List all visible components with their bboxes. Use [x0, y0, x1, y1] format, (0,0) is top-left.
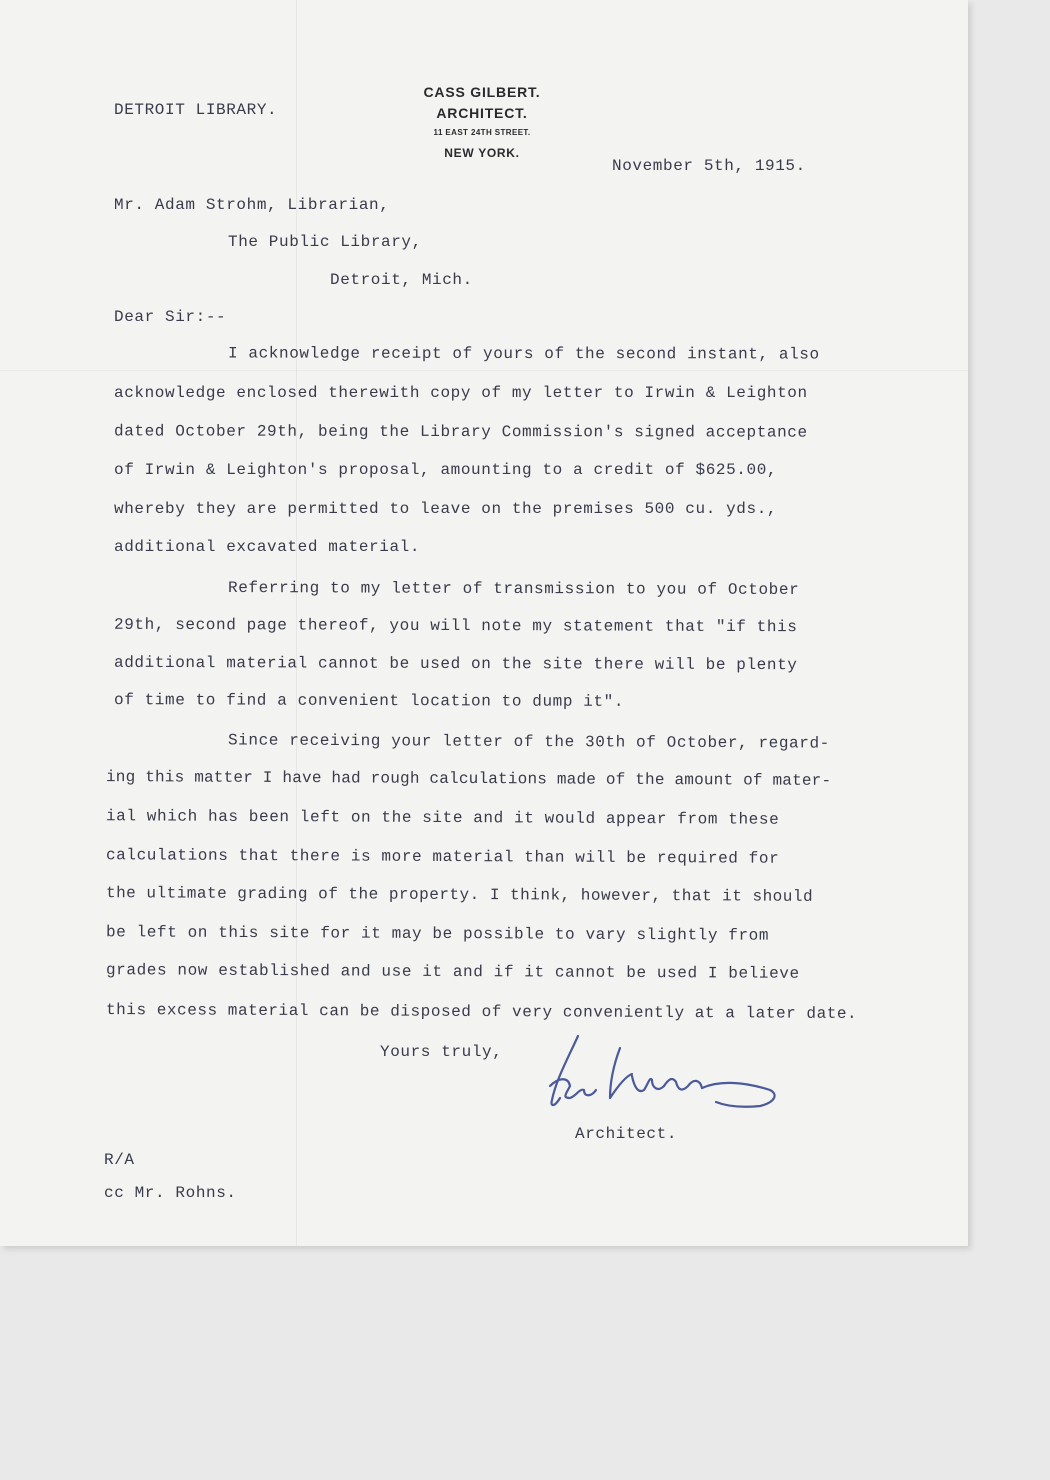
body-line: ing this matter I have had rough calculations made of the amount of mater-	[105, 768, 832, 790]
body-line: grades now established and use it and if it cannot be used I believe	[105, 961, 800, 983]
salutation: Dear Sir:--	[114, 308, 227, 326]
body-line: I acknowledge receipt of yours of the second instant, also	[227, 344, 820, 364]
paper-fold-horizontal	[0, 370, 968, 371]
body-line: Referring to my letter of transmission to you of October	[227, 579, 800, 599]
body-line: be left on this site for it may be possible to vary slightly from	[105, 923, 770, 945]
cc-line: cc Mr. Rohns.	[104, 1184, 237, 1202]
reference-initials: R/A	[104, 1151, 135, 1169]
signature-title: Architect.	[575, 1125, 678, 1143]
recipient-line-1: Mr. Adam Strohm, Librarian,	[114, 196, 390, 214]
body-line: of time to find a convenient location to dump it".	[113, 691, 625, 711]
recipient-line-3: Detroit, Mich.	[330, 271, 473, 289]
body-line: additional excavated material.	[114, 538, 421, 556]
body-line: additional material cannot be used on the site there will be plenty	[113, 653, 798, 675]
letterhead-name: CASS GILBERT.	[423, 84, 541, 100]
letterhead-city: NEW YORK.	[444, 146, 520, 160]
body-line: acknowledge enclosed therewith copy of my letter to Irwin & Leighton	[114, 384, 808, 402]
project-heading: DETROIT LIBRARY.	[114, 101, 278, 119]
signature	[540, 1028, 790, 1118]
letterhead-address: 11 EAST 24TH STREET.	[433, 128, 531, 137]
letterhead-title: ARCHITECT.	[436, 105, 528, 121]
body-line: calculations that there is more material than will be required for	[105, 846, 780, 868]
body-line: dated October 29th, being the Library Commission's signed acceptance	[113, 422, 808, 442]
recipient-line-2: The Public Library,	[228, 233, 422, 251]
body-line: whereby they are permitted to leave on the premises 500 cu. yds.,	[114, 500, 778, 518]
body-line: of Irwin & Leighton's proposal, amounting to a credit of $625.00,	[114, 461, 778, 479]
body-line: the ultimate grading of the property. I think, however, that it should	[105, 884, 814, 906]
body-line: this excess material can be disposed of very conveniently at a later date.	[105, 1001, 858, 1023]
body-line: Since receiving your letter of the 30th of October, regard-	[227, 731, 830, 753]
letter-date: November 5th, 1915.	[612, 157, 806, 175]
closing: Yours truly,	[380, 1043, 503, 1061]
body-line: 29th, second page thereof, you will note my statement that "if this	[113, 615, 798, 637]
body-line: ial which has been left on the site and it would appear from these	[105, 807, 780, 829]
